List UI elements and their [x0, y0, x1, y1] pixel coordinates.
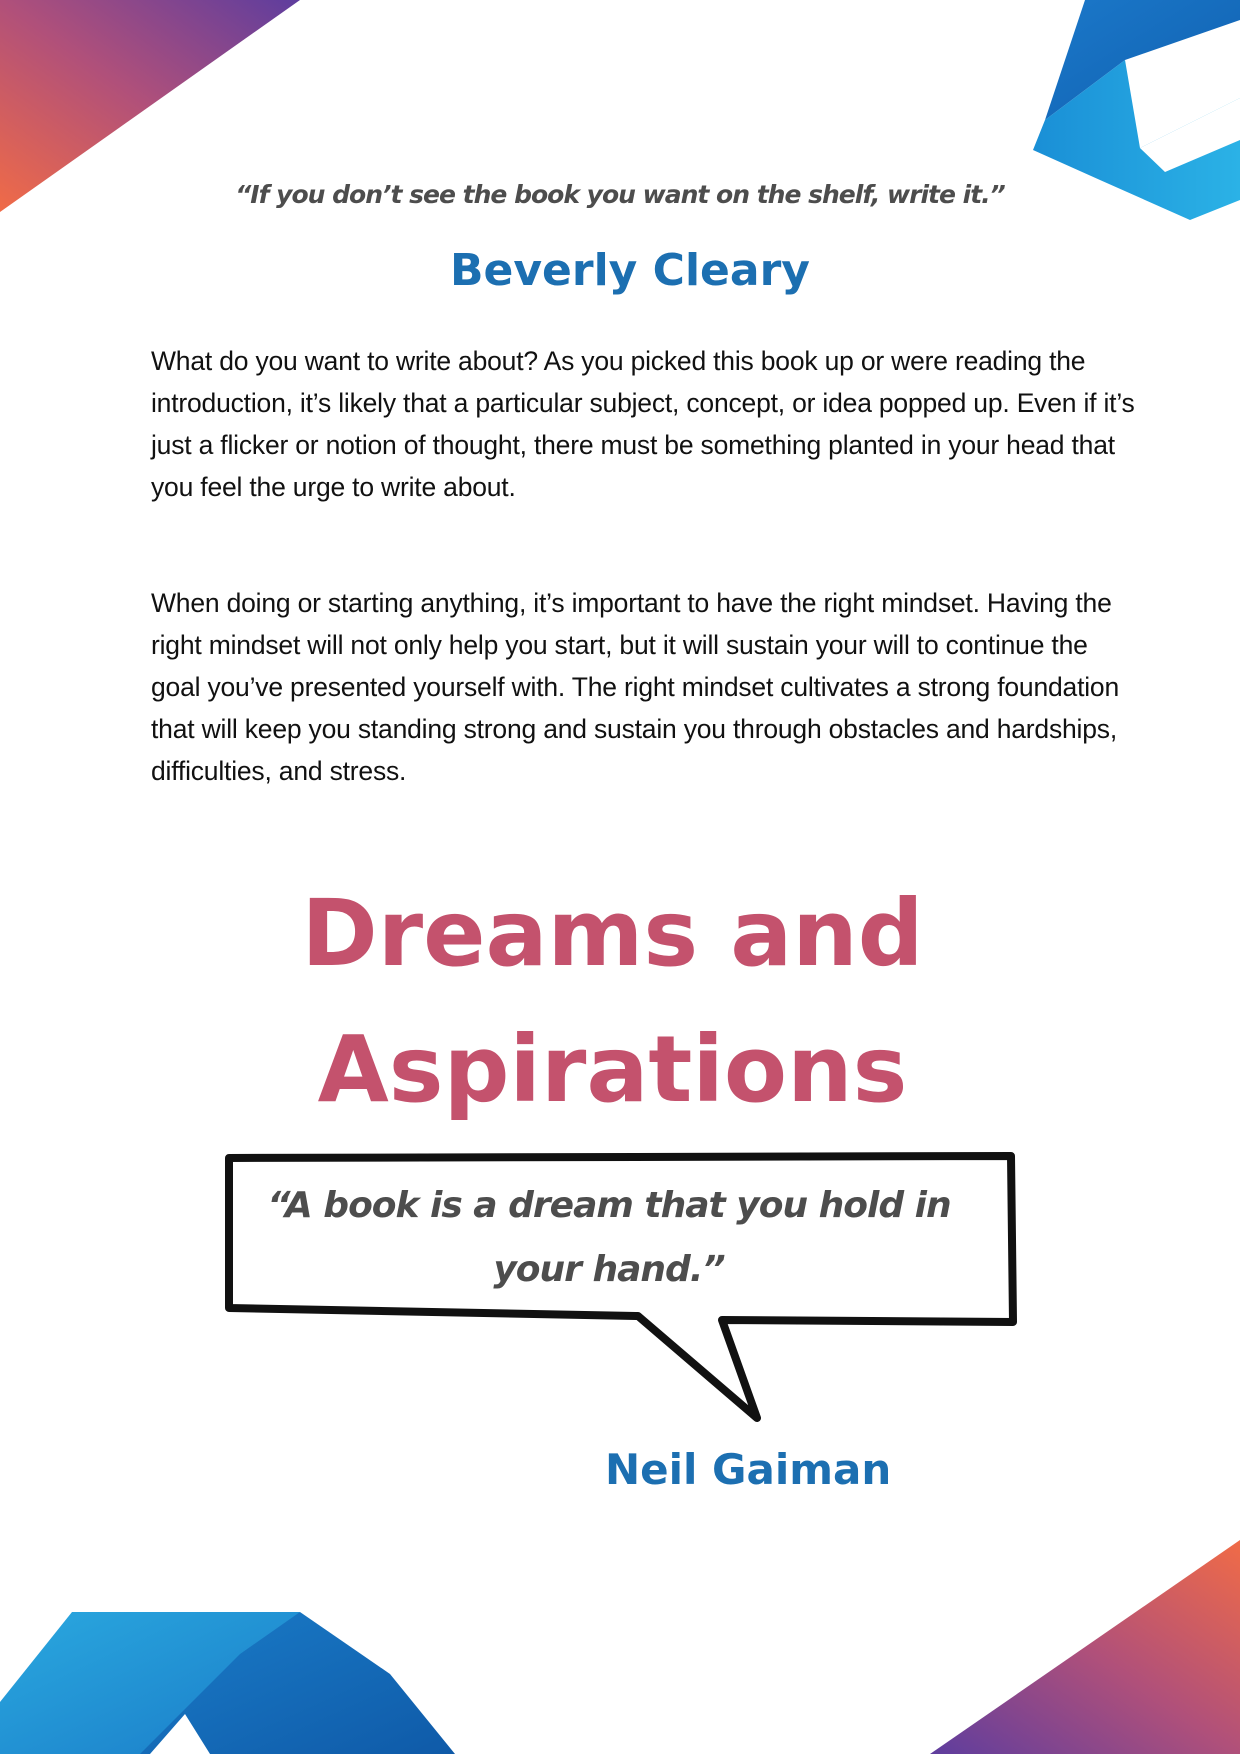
top-quote-author: Beverly Cleary — [450, 245, 810, 296]
section-title-line-2: Aspirations — [317, 1016, 908, 1123]
section-title-line-1: Dreams and — [301, 880, 924, 987]
top-quote-text: “If you don’t see the book you want on the shelf, write it.” — [235, 180, 1005, 209]
corner-decoration-bottom-right — [930, 1540, 1240, 1754]
bubble-quote-text: “A book is a dream that you hold in your hand.” — [267, 1185, 951, 1290]
body-paragraph-2: When doing or starting anything, it’s important to have the right mindset. Having the right mindset will not only help you start, but it will sustain your will to continue the goal you’ve presented yourself with. The right mindset cultivates a strong foundation that will keep you standing strong and sustain you through obstacles and hardships, difficulties, and stress. — [151, 588, 1119, 786]
section-title — [0, 866, 1225, 1138]
body-paragraph-1: What do you want to write about? As you picked this book up or were reading the introduction, it’s likely that a particular subject, concept, or idea popped up. Even if it’s just a flicker or notion of thought, there must be something planted in your head that you feel the urge to write about. — [151, 346, 1135, 502]
bubble-quote-author: Neil Gaiman — [605, 1445, 892, 1494]
corner-decoration-bottom-left — [0, 1604, 460, 1754]
